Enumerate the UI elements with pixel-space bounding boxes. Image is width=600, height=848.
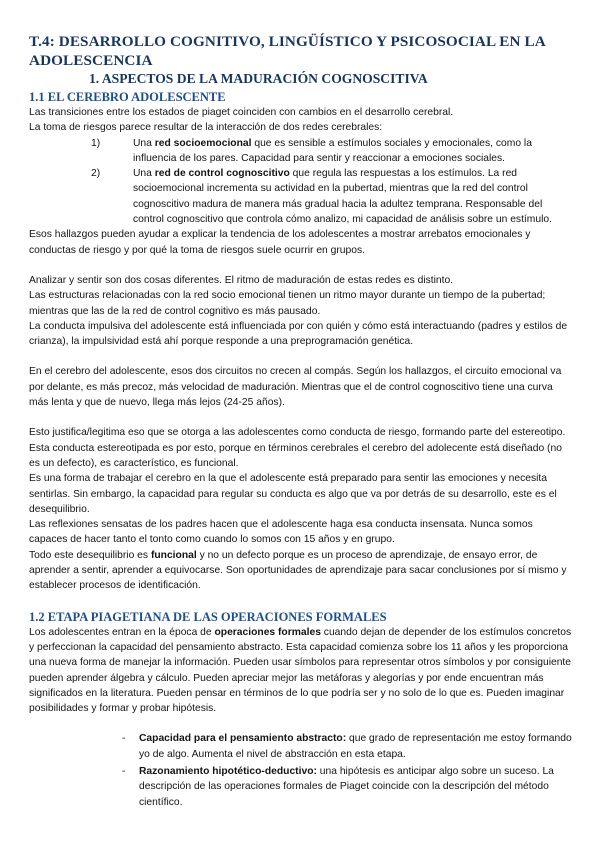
- paragraph: Esos hallazgos pueden ayudar a explicar la tendencia de los adolescentes a mostrar arrebatos emocionales y conductas de riesgo y por qué la toma de riesgos suele ocurrir en grupos.: [29, 229, 531, 256]
- paragraph: Las reflexiones sensatas de los padres hacen que el adolescente haga esa conducta insensata. Nunca somos capaces de hacer tanto el tonto como cuando lo somos con 15 años y en grupo.: [29, 519, 533, 546]
- subsection-heading-piaget: 1.2 ETAPA PIAGETIANA DE LAS OPERACIONES FORMALES: [29, 609, 387, 624]
- list-item: 2) Una red de control cognoscitivo que regula las respuestas a los estímulos. La red socioemocional incrementa su actividad en la pubertad, mientras que la red del control cognoscitivo madura de manera más gradual hacia la adultez temprana. Responsable del control cognoscitivo que controla cómo analizo, mi capacidad de análisis sobre un estímulo.: [91, 168, 552, 226]
- list-item: - Razonamiento hipotético-deductivo: una hipótesis es anticipar algo sobre un suceso. La descripción de las operaciones formales de Piaget coincide con la descripción del método científico.: [122, 765, 554, 808]
- term-bold: red de control cognoscitivo: [154, 168, 290, 180]
- term-bold: Capacidad para el pensamiento abstracto:: [139, 733, 347, 745]
- features-list: [29, 731, 572, 809]
- networks-list: [29, 136, 572, 228]
- list-number: 1): [91, 137, 101, 149]
- paragraph: Las estructuras relacionadas con la red socio emocional tienen un ritmo mayor durante un tiempo de la pubertad; mientras que las de la red de control cognitivo es más pausado.: [29, 290, 546, 317]
- section-heading: 1. ASPECTOS DE LA MADURACIÓN COGNOSCITIVA: [89, 71, 428, 86]
- list-dash: -: [122, 765, 126, 777]
- paragraph: Las transiciones entre los estados de piaget coinciden con cambios en el desarrollo cerebral.: [29, 107, 454, 118]
- list-dash: -: [122, 733, 126, 745]
- term-bold: operaciones formales: [214, 626, 321, 638]
- paragraph: La conducta impulsiva del adolescente está influenciada por con quién y cómo está interactuando (padres y estilos de crianza), la impulsividad está ahí porque responde a una preprogramación genética.: [29, 320, 568, 348]
- document-title: T.4: DESARROLLO COGNITIVO, LINGÜÍSTICO Y PSICOSOCIAL EN LA ADOLESCENCIA: [29, 33, 545, 69]
- term-bold: red socioemocional: [154, 137, 252, 149]
- list-number: 2): [91, 168, 101, 180]
- paragraph: Analizar y sentir son dos cosas diferentes. El ritmo de maduración de estas redes es distinto.: [29, 274, 454, 286]
- subsection-heading-brain: 1.1 EL CEREBRO ADOLESCENTE: [29, 90, 226, 104]
- paragraph: En el cerebro del adolescente, esos dos circuitos no crecen al compás. Según los hallazgos, el circuito emocional va por delante, es más precoz, más velocidad de maduración. Mientras que el de control cognoscitivo tiene una curva más lenta y que de nuevo, llega más lejos (24-25 años).: [29, 366, 562, 409]
- paragraph: Todo este desequilibrio es funcional y no un defecto porque es un proceso de aprendizaje, de ensayo error, de aprender a sentir, aprender a equivocarse. Son oportunidades de aprendizaje para sacar conclusiones por sí mismo y establecer procesos de identificación.: [29, 549, 567, 592]
- term-bold: funcional: [150, 549, 197, 561]
- list-item: - Capacidad para el pensamiento abstracto: que grado de representación me estoy formando yo de algo. Aumenta el nivel de abstracción en esta etapa.: [122, 733, 572, 760]
- paragraph: Es una forma de trabajar el cerebro en la que el adolescente está preparado para sentir las emociones y necesita sentirlas. Sin embargo, la capacidad para regular su conducta es algo que va por detrás de su desarrollo, este es el desequilibrio.: [29, 473, 557, 515]
- term-bold: Razonamiento hipotético-deductivo:: [139, 765, 317, 777]
- list-item: 1) Una red socioemocional que es sensible a estímulos sociales y emocionales, como la influencia de los pares. Capacidad para sentir y reaccionar a emociones sociales.: [91, 137, 532, 164]
- paragraph: Esto justifica/legitima eso que se otorga a las adolescentes como conducta de riesgo, formando parte del estereotipo. Esta conducta estereotipada es por esto, porque en términos cerebrales el cerebro del adolecente está diseñado (no es un defecto), es característico, es funcional.: [29, 427, 566, 469]
- paragraph: La toma de riesgos parece resultar de la interacción de dos redes cerebrales:: [29, 122, 383, 134]
- paragraph: Los adolescentes entran en la época de operaciones formales cuando dejan de depender de los estímulos concretos y perfeccionan la capacidad del pensamiento abstracto. Esta capacidad comienza sobre los 11 años y les proporciona una nueva forma de manejar la información. Pueden usar símbolos para representar otros símbolos y por consiguiente pueden aprender álgebra y cálculo. Pueden apreciar mejor las metáforas y alegorías y por ende encuentran más significados en la literatura. Pueden pensar en términos de lo que podría ser y no solo de lo que es. Pueden imaginar posibilidades y formar y probar hipótesis.: [29, 626, 572, 715]
